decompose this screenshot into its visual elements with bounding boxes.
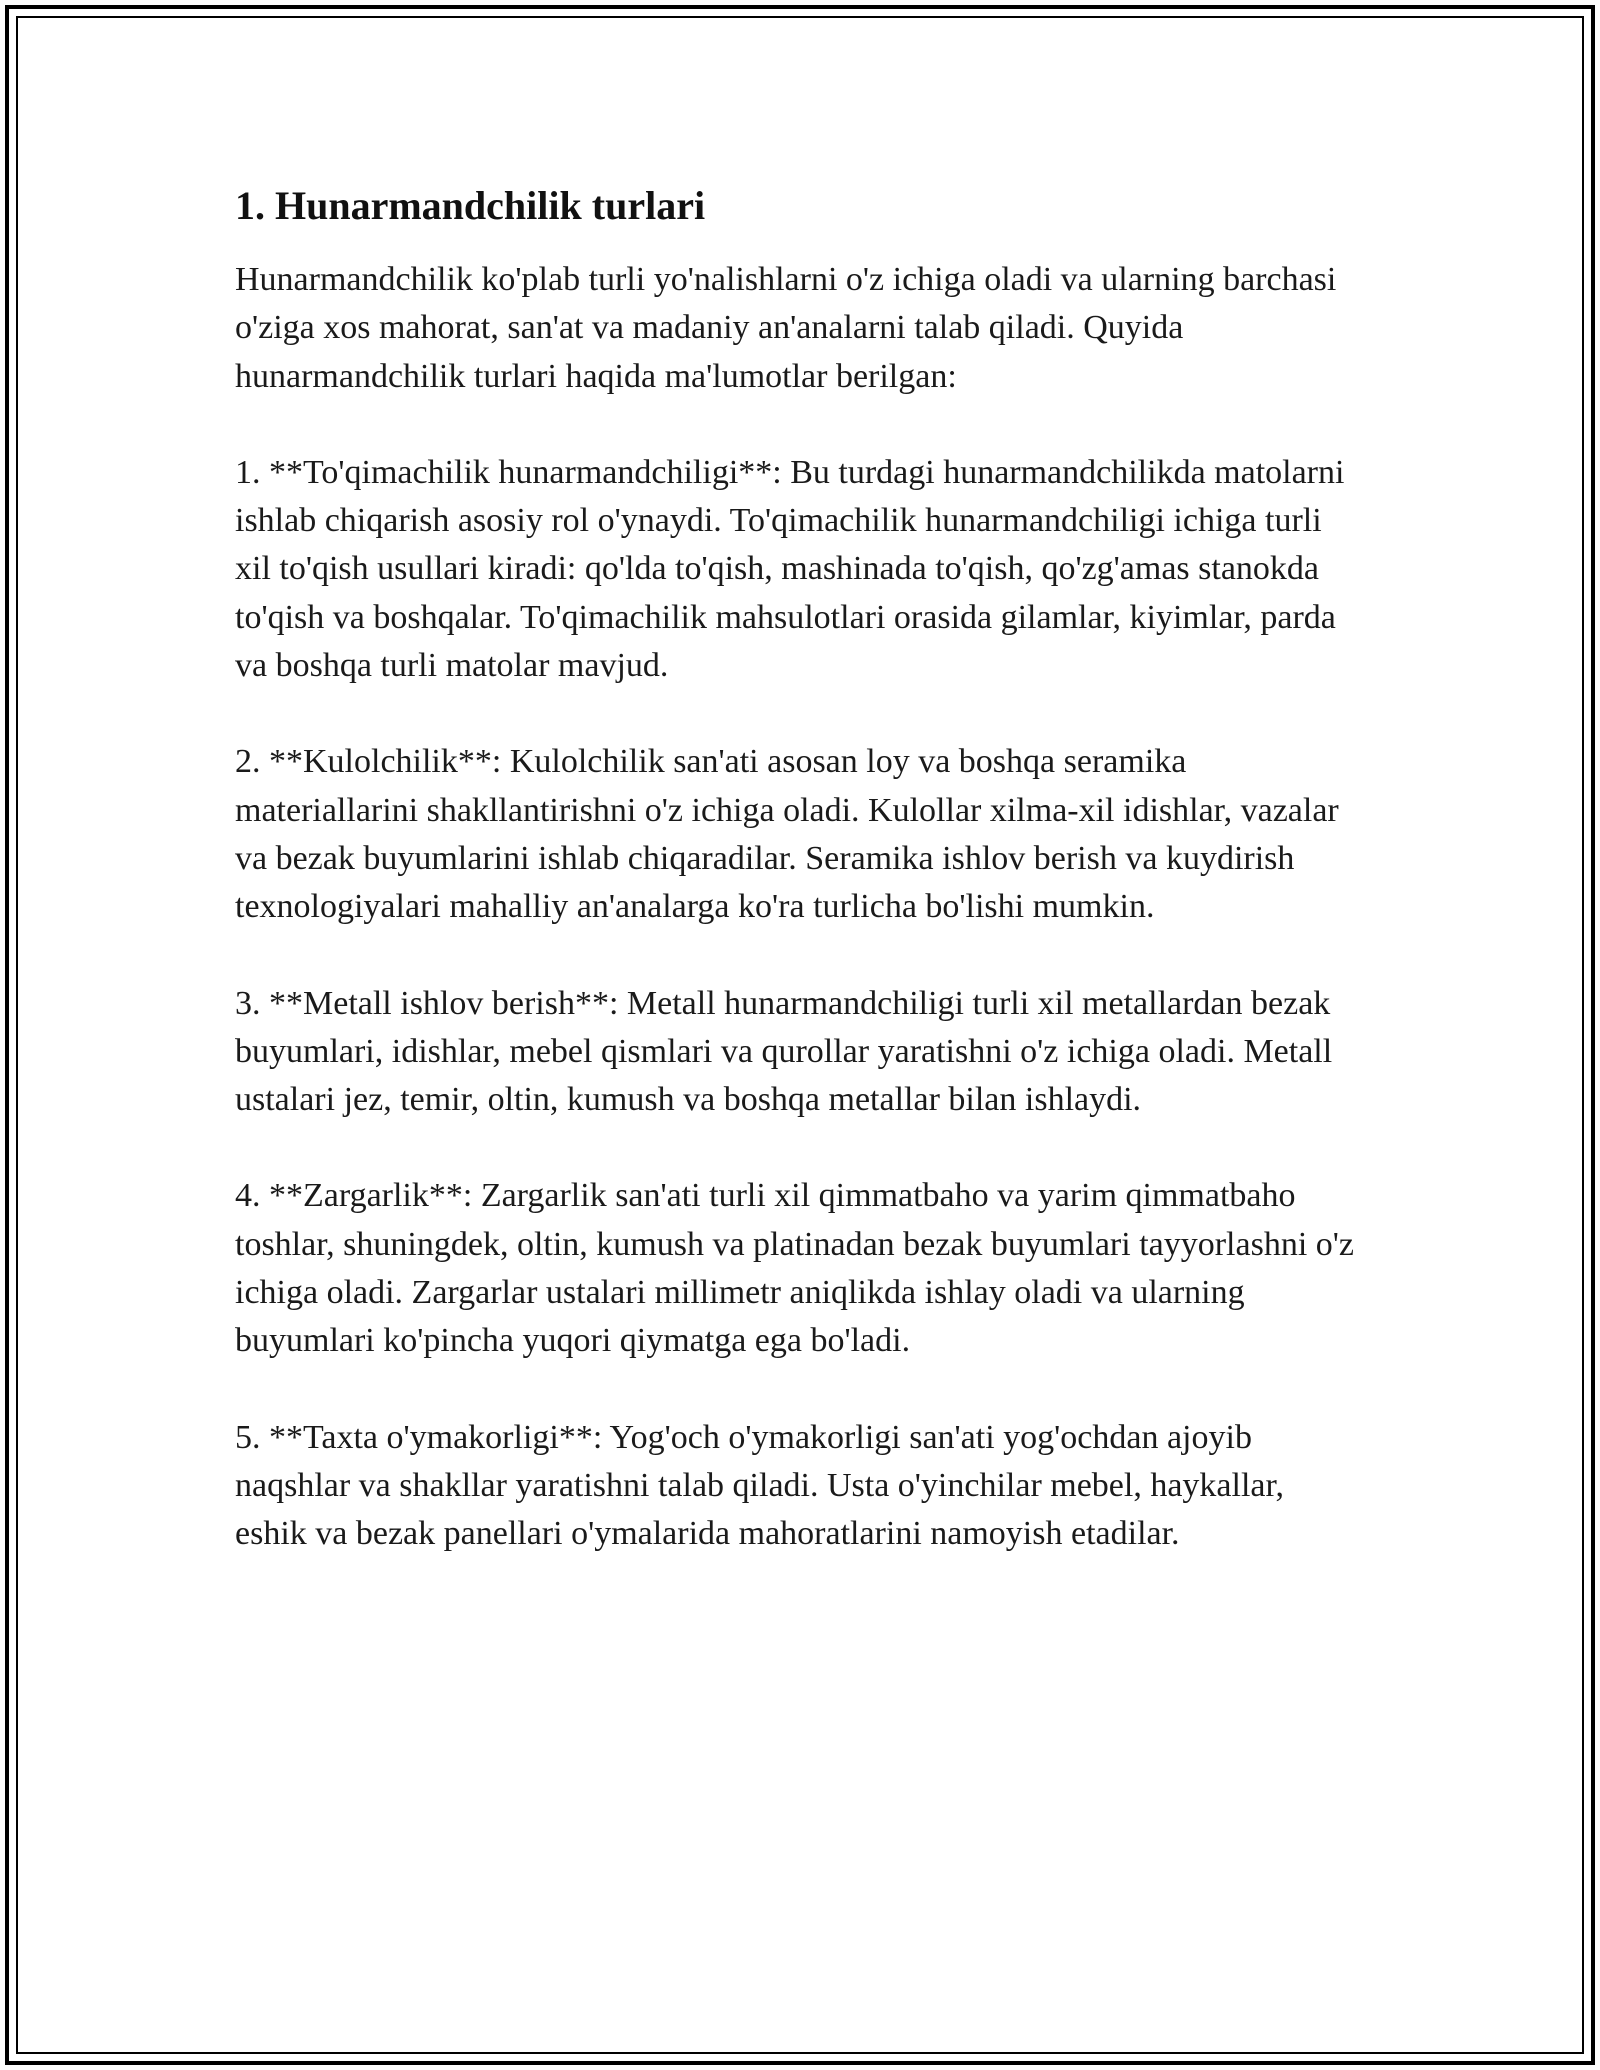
- list-item-textile: 1. **To'qimachilik hunarmandchiligi**: Bu turdagi hunarmandchilikda matolarni ishlab chiqarish asosiy rol o'ynaydi. To'qimachilik hunarmandchiligi ichiga turli xil to'qish usullari kiradi: qo'lda to'qish, mashinada to'qish, qo'zg'amas stanokda to'qish va boshqalar. To'qimachilik mahsulotlari orasida gilamlar, kiyimlar, parda va boshqa turli matolar mavjud.: [235, 453, 1345, 685]
- section-heading: 1. Hunarmandchilik turlari: [235, 183, 706, 228]
- intro-paragraph: Hunarmandchilik ko'plab turli yo'nalishlarni o'z ichiga oladi va ularning barchasi o'ziga xos mahorat, san'at va madaniy an'analarni talab qiladi. Quyida hunarmandchilik turlari haqida ma'lumotlar berilgan:: [235, 261, 1337, 395]
- list-item-jewelry: 4. **Zargarlik**: Zargarlik san'ati turli xil qimmatbaho va yarim qimmatbaho toshlar, shuningdek, oltin, kumush va platinadan bezak buyumlari tayyorlashni o'z ichiga oladi. Zargarlar ustalari millimetr aniqlikda ishlay oladi va ularning buyumlari ko'pincha yuqori qiymatga ega bo'ladi.: [235, 1177, 1354, 1360]
- document-body: [235, 182, 1355, 1607]
- list-item-woodcarving: 5. **Taxta o'ymakorligi**: Yog'och o'ymakorligi san'ati yog'ochdan ajoyib naqshlar va shakllar yaratishni talab qiladi. Usta o'yinchilar mebel, haykallar, eshik va bezak panellari o'ymalarida mahoratlarini namoyish etadilar.: [235, 1418, 1284, 1553]
- list-item-metalwork: 3. **Metall ishlov berish**: Metall hunarmandchiligi turli xil metallardan bezak buyumlari, idishlar, mebel qismlari va qurollar yaratishni o'z ichiga oladi. Metall ustalari jez, temir, oltin, kumush va boshqa metallar bilan ishlaydi.: [235, 984, 1333, 1119]
- list-item-pottery: 2. **Kulolchilik**: Kulolchilik san'ati asosan loy va boshqa seramika materiallarini shakllantirishni o'z ichiga oladi. Kulollar xilma-xil idishlar, vazalar va bezak buyumlarini ishlab chiqaradilar. Seramika ishlov berish va kuydirish texnologiyalari mahalliy an'analarga ko'ra turlicha bo'lishi mumkin.: [235, 743, 1339, 926]
